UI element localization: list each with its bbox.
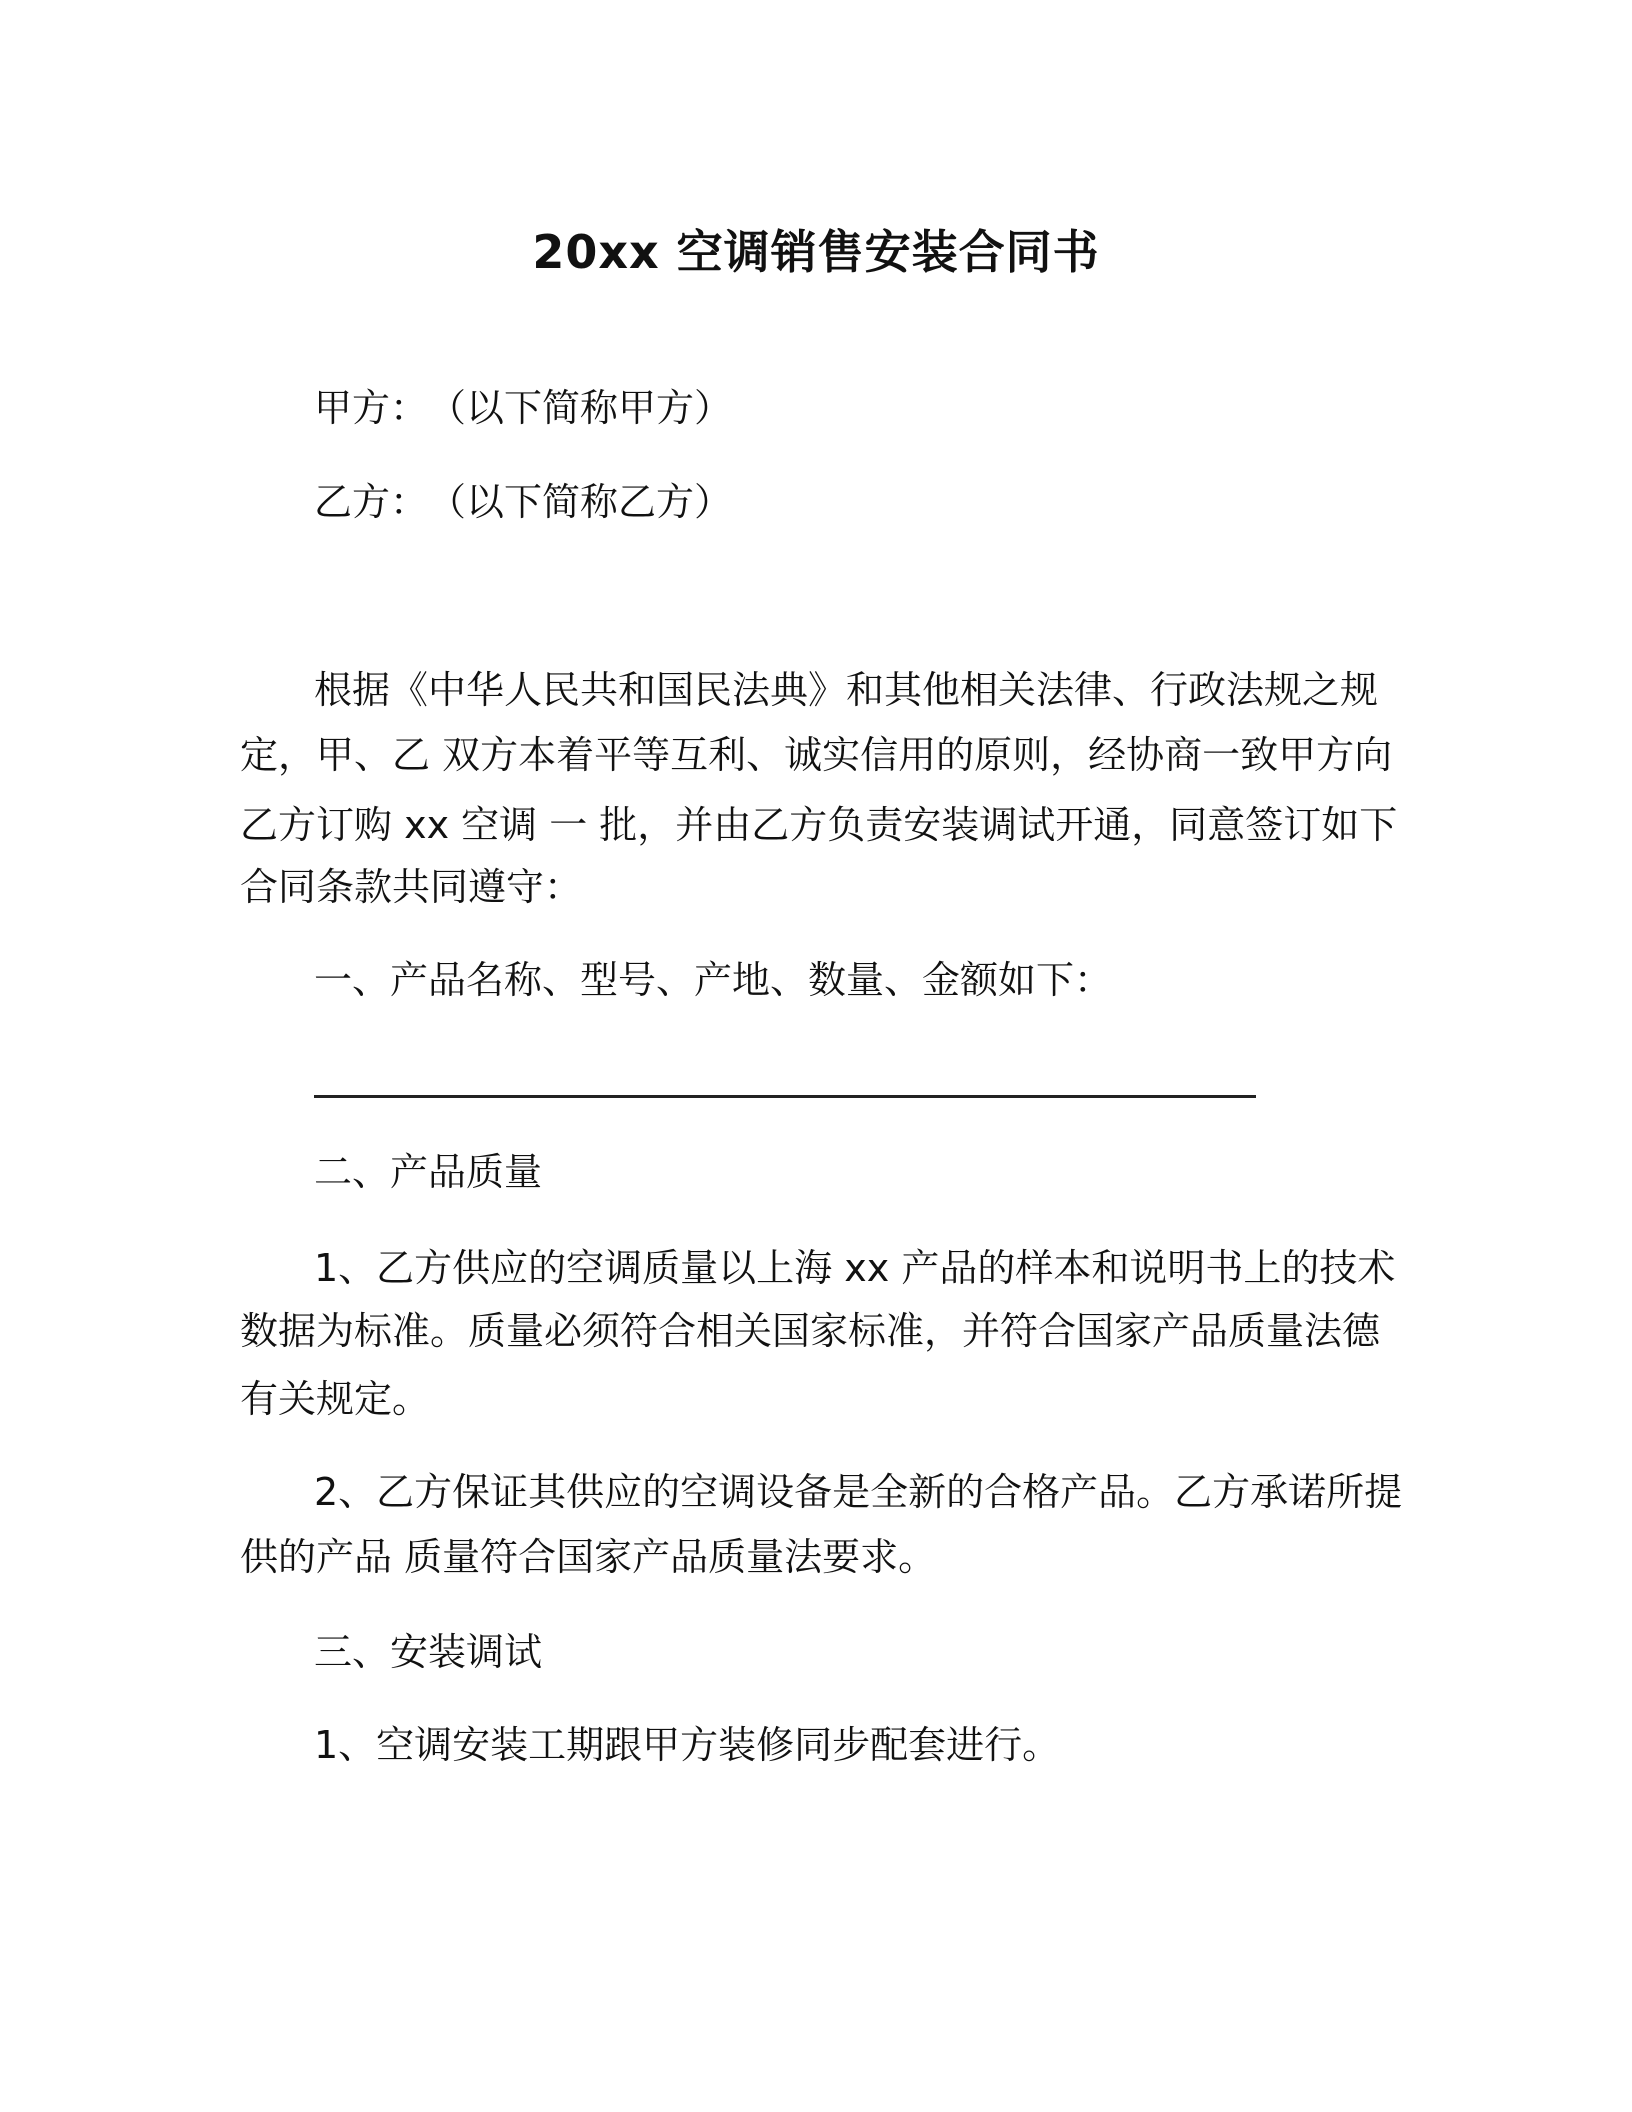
fill-in-blank-line [314,1095,1256,1098]
section-2-heading: 二、产品质量 [314,1150,543,1194]
intro-line-3: 乙方订购 xx 空调 一 批，并由乙方负责安装调试开通，同意签订如下 [240,803,1398,847]
party-b-line: 乙方： （以下简称乙方） [314,480,733,524]
intro-line-2: 定，甲、乙 双方本着平等互利、诚实信用的原则，经协商一致甲方向 [240,733,1393,777]
section-3-heading: 三、安装调试 [314,1630,543,1674]
section-2-item-2-line-1: 2、乙方保证其供应的空调设备是全新的合格产品。乙方承诺所提 [314,1470,1403,1514]
document-title: 20xx 空调销售安装合同书 [532,225,1100,279]
intro-line-1: 根据《中华人民共和国民法典》和其他相关法律、行政法规之规 [314,668,1379,712]
section-2-item-2-line-2: 供的产品 质量符合国家产品质量法要求。 [240,1535,937,1579]
section-3-item-1: 1、空调安装工期跟甲方装修同步配套进行。 [314,1723,1061,1767]
section-2-item-1-line-2: 数据为标准。质量必须符合相关国家标准，并符合国家产品质量法德 [240,1309,1381,1353]
section-1-heading: 一、产品名称、型号、产地、数量、金额如下： [314,958,1113,1002]
section-2-item-1-line-3: 有关规定。 [240,1377,431,1421]
party-a-line: 甲方： （以下简称甲方） [314,386,733,430]
section-2-item-1-line-1: 1、乙方供应的空调质量以上海 xx 产品的样本和说明书上的技术 [314,1246,1396,1290]
intro-line-4: 合同条款共同遵守： [240,865,583,909]
